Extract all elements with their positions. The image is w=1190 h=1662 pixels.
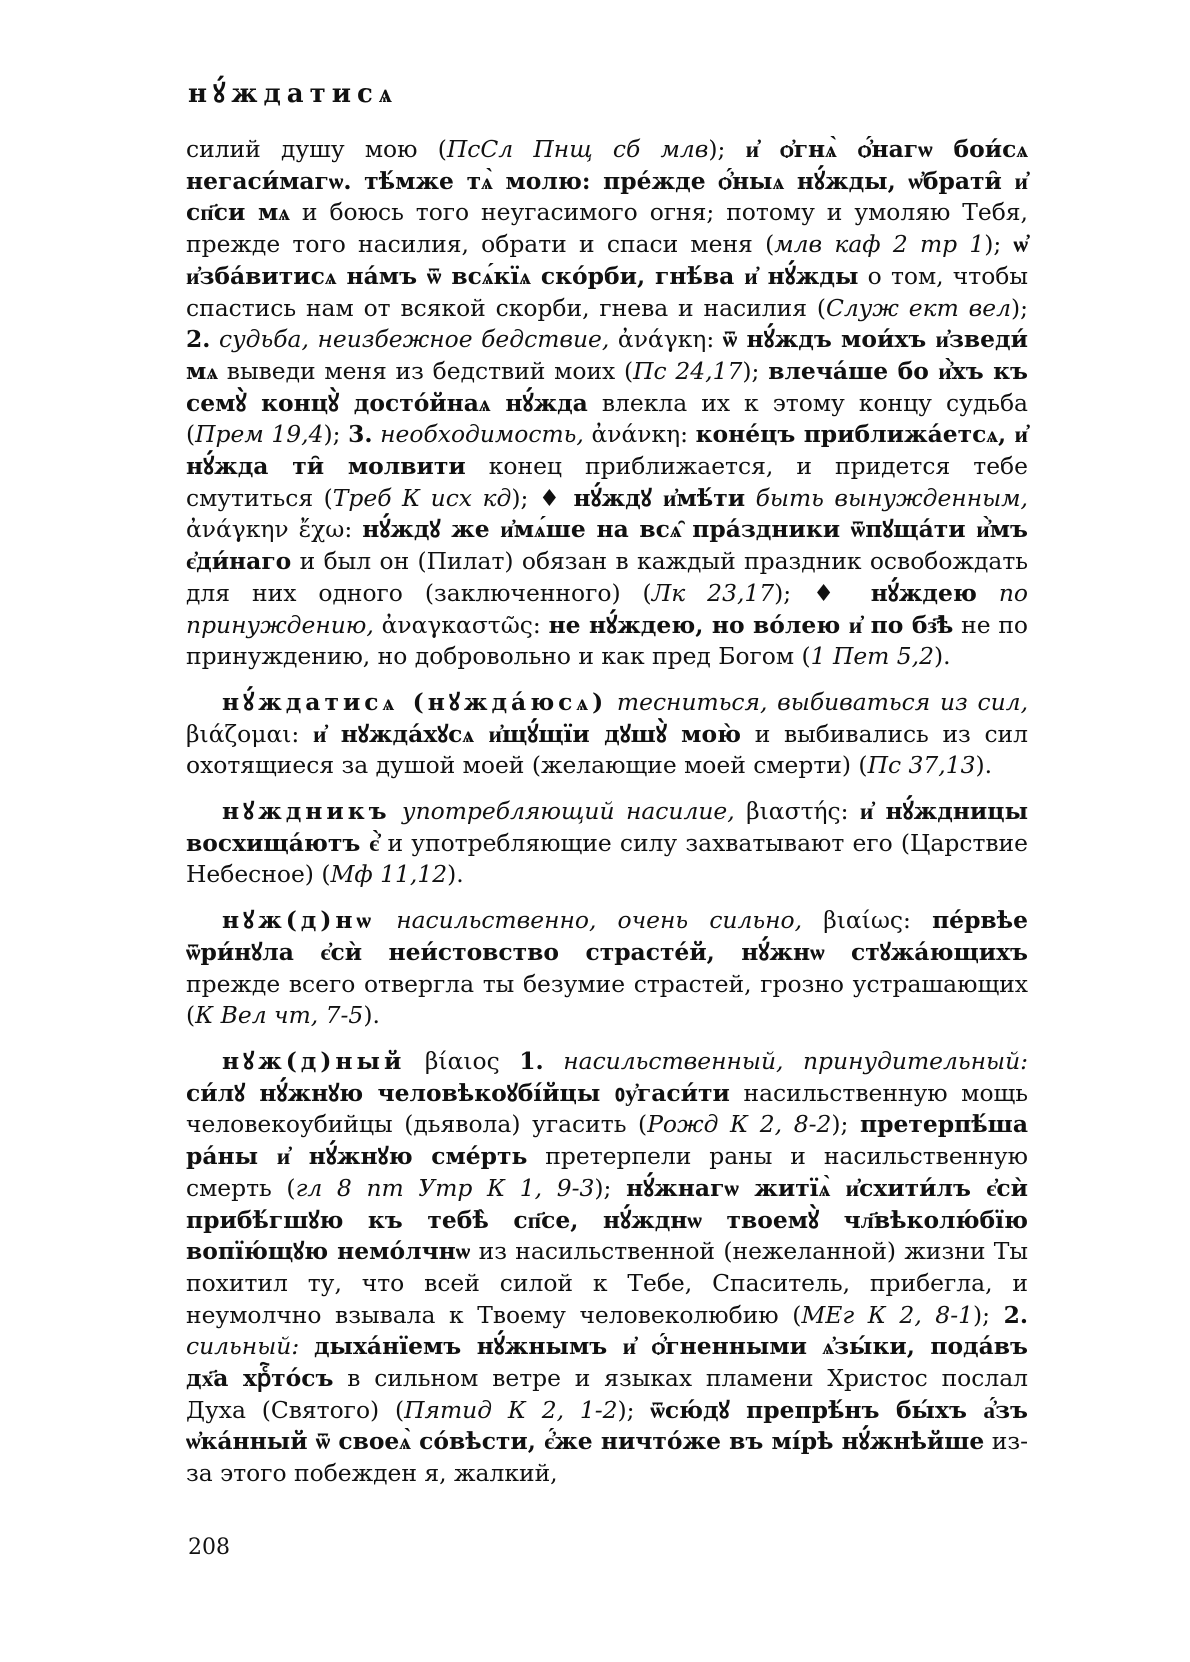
gloss-text xyxy=(977,579,999,607)
gloss-text xyxy=(391,797,402,825)
church-slavonic-text: претерпѣ́ша ра́ны и҆ нꙋ́жнꙋю сме́рть xyxy=(186,1110,1028,1171)
gloss-text: ). xyxy=(975,751,993,780)
church-slavonic-text: нꙋ́жнагѡ житїѧ̀ и҆схити́лъ є҆сѝ прибѣ́гшꙋю къ тебѣ̀ сп҃се, нꙋ́ждн​ѡ твоемꙋ̀ чл҃вѣколю́бїю вопїю́щꙋю немо́лчнѡ xyxy=(186,1173,1028,1266)
church-slavonic-text: ѿ нꙋ́ждъ мои́хъ и҆зведи́ мѧ xyxy=(186,325,1028,385)
citation: сильный: xyxy=(186,1332,300,1361)
church-slavonic-text: дыха́нїемъ нꙋ́жнымъ и҆ ѻ҆́гненными ѧ҆зы́ки, пода́въ дх҃а хрⷭ҇то́съ xyxy=(186,1332,1028,1393)
headword: нꙋждникъ xyxy=(222,797,391,826)
citation: насильственный, принудительный: xyxy=(563,1046,1029,1075)
church-slavonic-text: си́лꙋ нꙋ́жнꙋю человѣкоꙋбі́йцы ᲂу҆гаси́ти xyxy=(186,1078,730,1107)
gloss-text: конец приближается, и придется тебе смутиться ( xyxy=(186,452,1028,512)
gloss-text: ); xyxy=(708,135,746,163)
citation: Рожд К 2, 8-2 xyxy=(647,1110,832,1139)
gloss-text: и употребляющие силу захватывают его (Царствие Небесное) ( xyxy=(186,828,1028,889)
gloss-text: выведи меня из бедствий моих ( xyxy=(218,356,634,385)
gloss-text: ). xyxy=(363,1001,380,1030)
gloss-text: ); ♦ xyxy=(511,483,574,512)
gloss-text: ἀναγκαστῶς: xyxy=(373,610,549,639)
gloss-text: ); xyxy=(617,1395,651,1424)
gloss-text: ). xyxy=(934,642,951,671)
dictionary-entry xyxy=(186,1046,1028,1490)
gloss-text: ἀνάγκην ἔχω: xyxy=(186,515,363,544)
gloss-text xyxy=(210,325,219,353)
gloss-text: в сильном ветре и языках пламени Христос послал Духа (Святого) ( xyxy=(186,1364,1029,1424)
sense-number: 1. xyxy=(519,1046,544,1075)
church-slavonic-text: ѡ҆ и҆зба́витисѧ на́мъ ѿ всѧ́кїѧ ско́рби, гнѣ́ва и҆ нꙋ́жды xyxy=(186,230,1028,290)
gloss-text: о том, чтобы спастись нам от всякой скорби, гнева и насилия ( xyxy=(186,261,1028,322)
gloss-text: ); xyxy=(594,1173,627,1202)
citation: быть вынужденным, xyxy=(755,483,1028,512)
gloss-text: βιαστής: xyxy=(734,797,860,826)
headword: нꙋж(д)ный xyxy=(222,1046,406,1075)
gloss-text: ); xyxy=(323,420,349,449)
church-slavonic-text: ѿсю́дꙋ препрѣ́нъ бы́хъ а҆́зъ ѡ҆ка́нный ѿ своеѧ̀ со́вѣсти, є҆́же ничто́же въ мі́рѣ нꙋ́жнѣйше xyxy=(186,1395,1028,1456)
citation: Лк 23,17 xyxy=(651,578,775,607)
citation: млв каф 2 тр 1 xyxy=(774,230,985,259)
dictionary-entry xyxy=(186,905,1028,1032)
citation: Пс 37,13 xyxy=(867,751,976,780)
citation: по принуждению, xyxy=(186,578,1029,639)
church-slavonic-text: не нꙋ́ждею, но во́лею и҆ по бз҃ѣ xyxy=(548,610,954,639)
sense-number: 2. xyxy=(1003,1300,1028,1329)
gloss-text: ἀνάνκη: xyxy=(583,420,696,449)
dictionary-entry xyxy=(186,687,1028,782)
citation: тесниться, выбиваться из сил, xyxy=(616,687,1029,716)
citation: необходимость, xyxy=(380,420,584,449)
citation: Служ ект вел xyxy=(825,293,1011,322)
gloss-text: ); xyxy=(972,1300,1004,1329)
church-slavonic-text: коне́цъ приближа́етсѧ, и҆ нꙋ́жда ти̑ молвити xyxy=(186,420,1028,481)
citation: Треб К исх кд xyxy=(332,483,512,512)
gloss-text: ); xyxy=(742,356,769,385)
gloss-text: и был он (Пилат) обязан в каждый праздник освобождать для них одного (заключенного) ( xyxy=(186,547,1028,607)
gloss-text: насильственную мощь человекоубийцы (дьявола) угасить ( xyxy=(186,1078,1029,1139)
gloss-text xyxy=(373,420,381,448)
gloss-text xyxy=(299,1332,314,1360)
citation: гл 8 пт Утр К 1, 9-3 xyxy=(295,1173,595,1202)
church-slavonic-text: нꙋ́ждꙋ и҆мѣ́ти xyxy=(573,483,746,512)
gloss-text: βιάζομαι: xyxy=(186,719,313,748)
church-slavonic-text: нꙋ́ждею xyxy=(870,578,977,607)
gloss-text: ); xyxy=(1010,293,1028,322)
page-number: 208 xyxy=(188,1535,230,1560)
gloss-text: и выбивались из сил охотящиеся за душой моей (желающие моей смерти) ( xyxy=(186,719,1028,780)
gloss-text: прежде всего отвергла ты безумие страстей, грозно устрашающих ( xyxy=(186,969,1028,1030)
gloss-text: силий душу мою ( xyxy=(186,135,447,163)
citation: К Вел чт, 7-5 xyxy=(195,1001,364,1030)
gloss-text: претерпели раны и насильственную смерть ( xyxy=(186,1142,1028,1202)
gloss-text: ἀνάγκη: xyxy=(609,325,723,354)
citation: Пятид К 2, 1-2 xyxy=(404,1395,618,1424)
gloss-text xyxy=(375,906,396,934)
gloss-text: ); ♦ xyxy=(774,578,871,607)
gloss-text xyxy=(607,688,617,716)
dictionary-entry xyxy=(186,796,1028,891)
entry-continuation xyxy=(186,134,1028,673)
citation: 1 Пет 5,2 xyxy=(810,642,934,671)
church-slavonic-text: влеча́ше бо и҆̀хъ къ семꙋ̀ концꙋ̀ досто́йнаѧ нꙋ́жда xyxy=(186,356,1028,417)
gloss-text: ); xyxy=(984,230,1014,259)
gloss-text: из-за этого побежден я, жалкий, xyxy=(186,1427,1029,1488)
headword: нꙋ́ждатисѧ (нꙋжда́юсѧ) xyxy=(222,687,608,716)
church-slavonic-text: и҆ нꙋжда́хꙋсѧ и҆щꙋ́щїи дꙋшꙋ̀ мою̀ xyxy=(312,719,742,748)
church-slavonic-text: пе́рвѣе ѿри́нꙋла є҆сѝ неи́стовство страсте́й, нꙋ́жнѡ стꙋжа́ющихъ xyxy=(186,906,1029,966)
citation: Пс 24,17 xyxy=(633,356,743,385)
church-slavonic-text: нꙋ́ждꙋ же и҆мѧ́ше на всѧ̑ пра́здники ѿпꙋща́ти и҆̀мъ є҆ди́наго xyxy=(186,515,1028,576)
citation: Мф 11,12 xyxy=(330,860,448,889)
citation: насильственно, очень сильно, xyxy=(396,906,803,935)
running-head: нꙋ́ждатисѧ xyxy=(188,79,398,109)
gloss-text: ); xyxy=(831,1110,861,1139)
citation: судьба, неизбежное бедствие, xyxy=(219,325,610,354)
gloss-text: ). xyxy=(447,860,464,889)
gloss-text xyxy=(544,1047,564,1075)
gloss-text: βίαιος xyxy=(405,1046,520,1075)
gloss-text: влекла их к этому концу судьба ( xyxy=(186,388,1028,449)
church-slavonic-text: и҆ ѻ҆гнѧ̀ ѻ҆́нагѡ бои́сѧ негаси́магѡ. тѣ́мже тѧ̀ молю: пре́жде ѻ҆́ныѧ нꙋ́жды, ѡ҆брати̑ и҆ сп҃си мѧ xyxy=(186,135,1029,227)
sense-number: 2. xyxy=(186,325,211,354)
citation: МЕг К 2, 8-1 xyxy=(801,1300,973,1329)
citation: ПсСл Пнщ сб млв xyxy=(446,135,709,163)
citation: Прем 19,4 xyxy=(195,420,324,449)
gloss-text: и боюсь того неугасимого огня; потому и умоляю Тебя, прежде того насилия, обрати и спаси меня ( xyxy=(186,198,1028,259)
headword: нꙋж(д)нѡ xyxy=(222,906,376,935)
gloss-text: из насильственной (нежеланной) жизни Ты похитил ту, что всей силой к Тебе, Спаситель, прибегла, и неумолчно взывала к Твоему человеколюбию ( xyxy=(186,1237,1028,1329)
gloss-text xyxy=(745,484,756,512)
sense-number: 3. xyxy=(348,420,373,449)
gloss-text: βιαίως: xyxy=(802,906,933,935)
church-slavonic-text: и҆ нꙋ́ждницы восхища́ютъ є҆̀ xyxy=(186,797,1029,857)
text-body xyxy=(186,134,1028,1504)
citation: употребляющий насилие, xyxy=(402,797,735,826)
gloss-text: не по принуждению, но добровольно и как пред Богом ( xyxy=(186,610,1028,671)
